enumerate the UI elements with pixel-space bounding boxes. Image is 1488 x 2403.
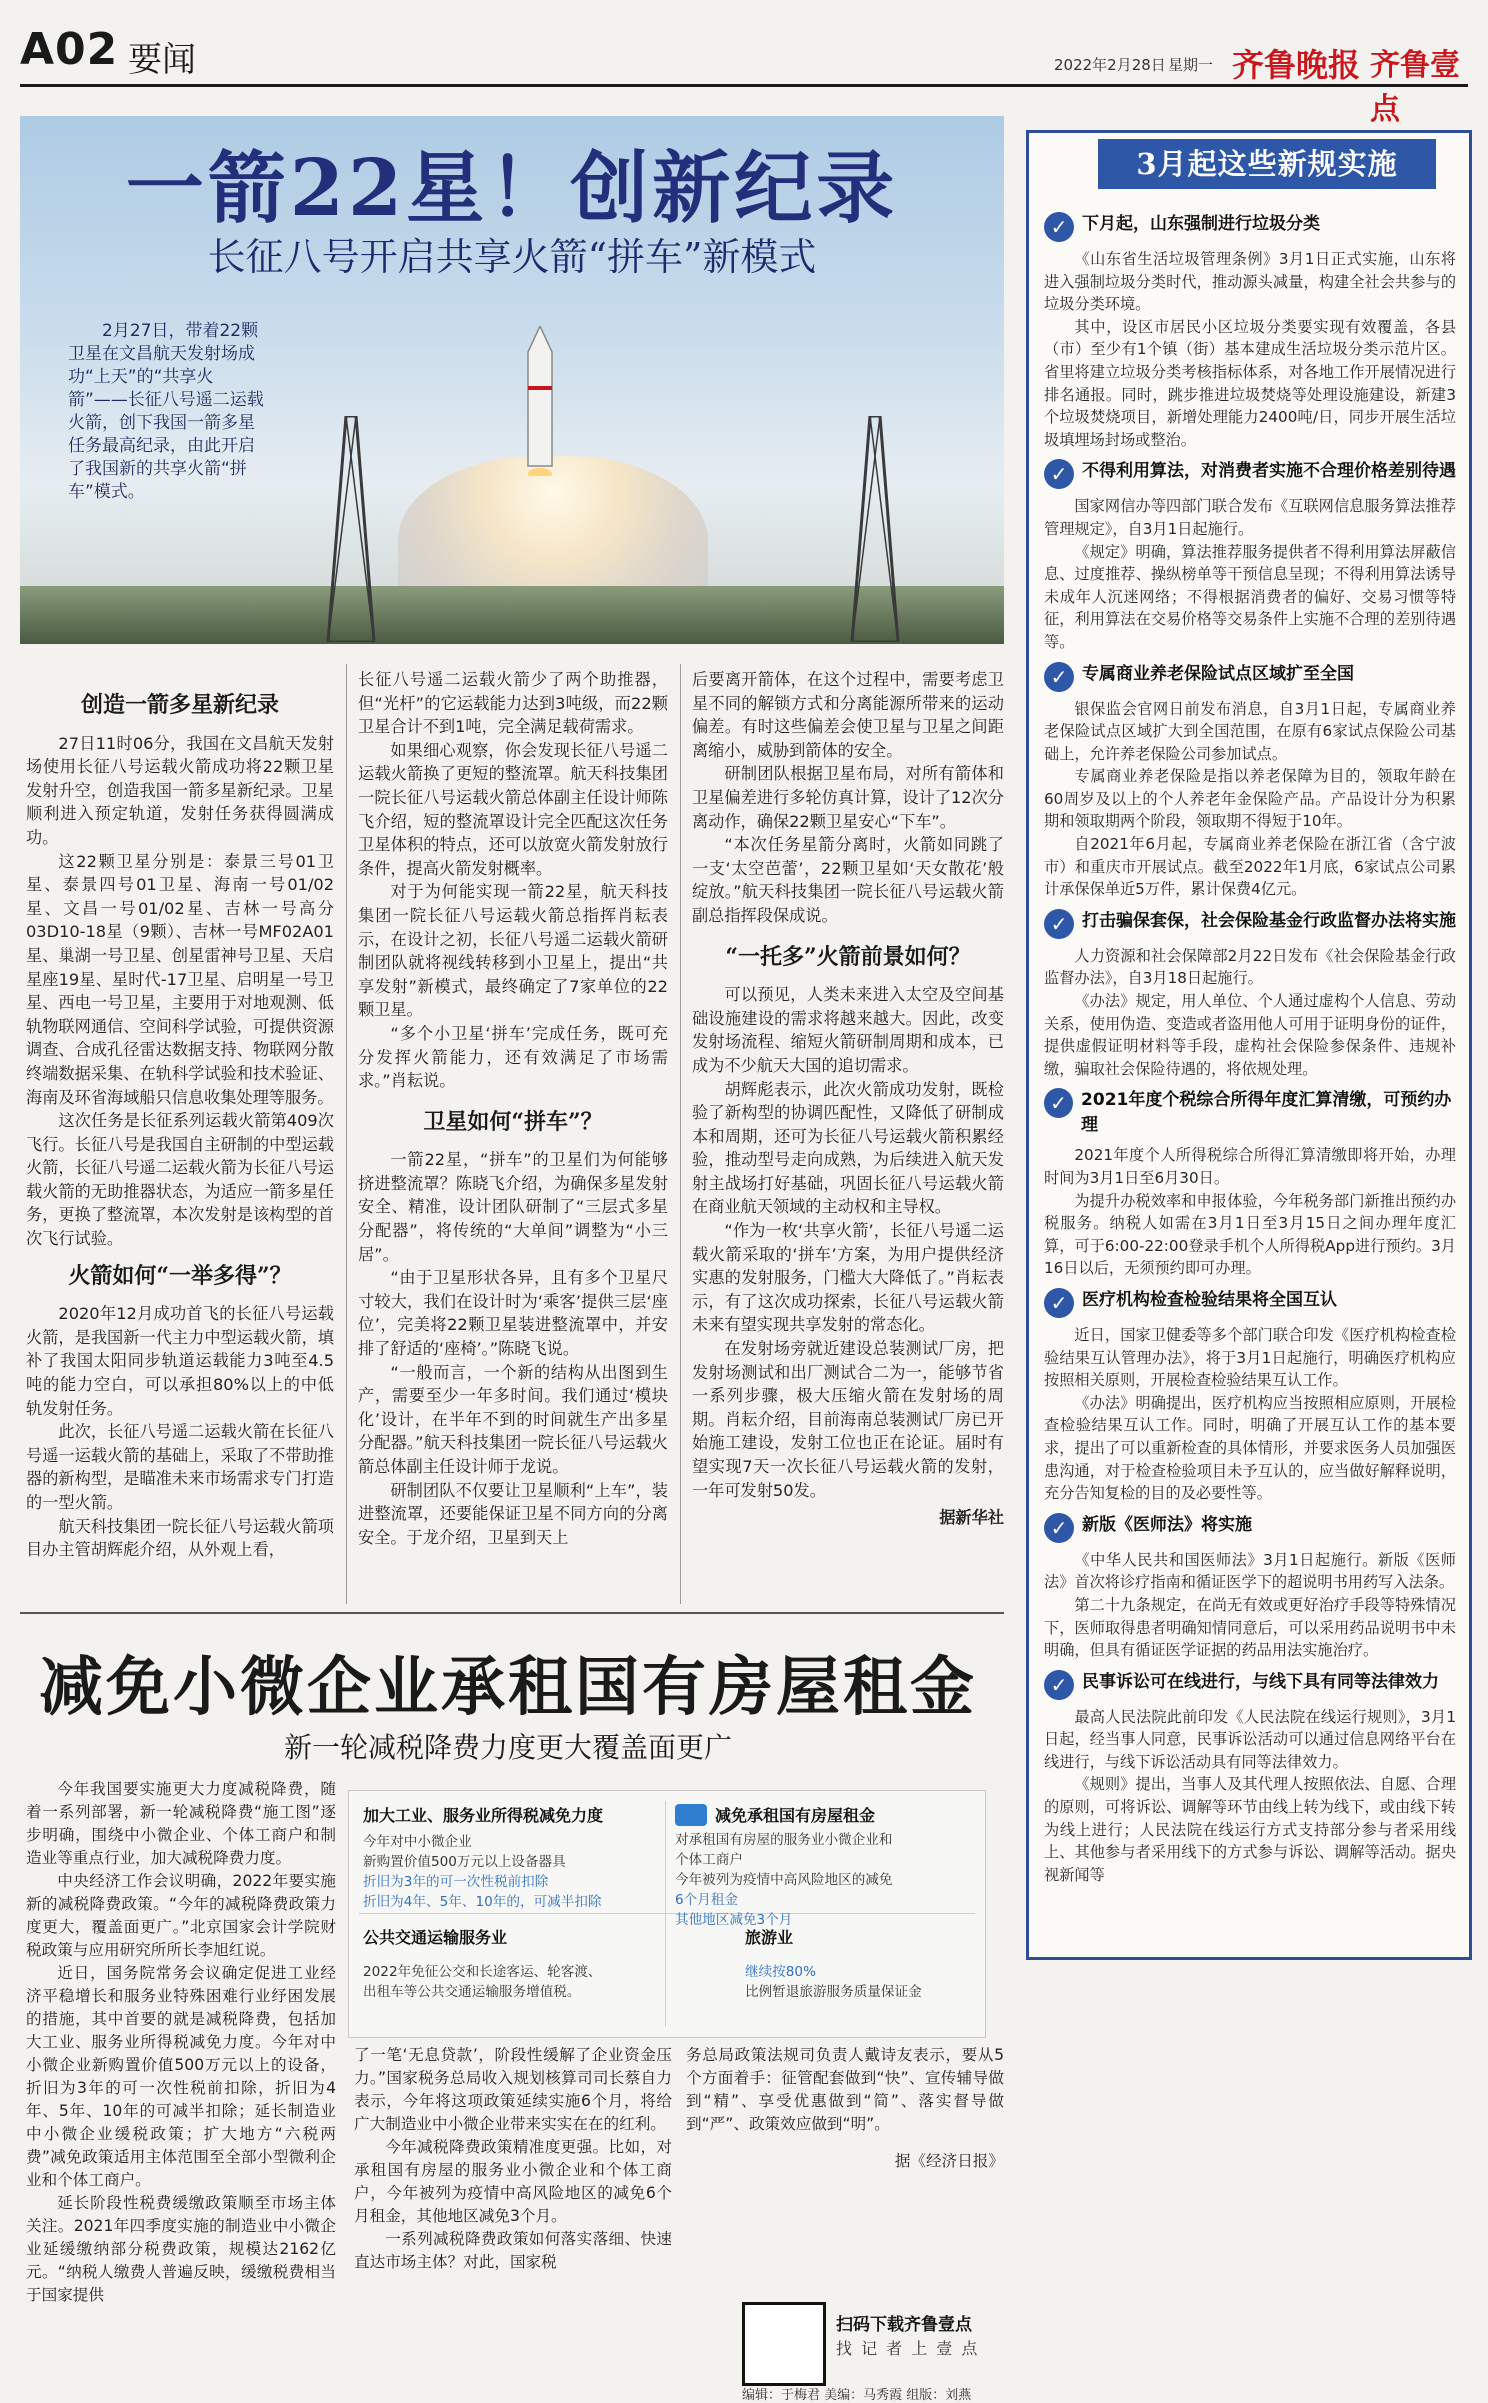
infobox-line: 出租车等公共交通运输服务增值税。 bbox=[363, 1984, 581, 2000]
infobox-line: 折旧为4年、5年、10年的，可减半扣除 bbox=[363, 1894, 602, 1910]
lightning-tower-left bbox=[316, 416, 386, 642]
story2-headline: 减免小微企业承租国有房屋租金 bbox=[39, 1650, 977, 1725]
qr-code[interactable] bbox=[742, 2302, 826, 2386]
paragraph: “作为一枚‘共享火箭’，长征八号遥二运载火箭采取的‘拼车’方案，为用户提供经济实惠的发射服务，门槛大大降低了。”肖耘表示，有了这次成功探索，长征八号运载火箭未来有望实现共享发射的常态化。 bbox=[692, 1221, 1004, 1335]
item-heading: 2021年度个税综合所得年度汇算清缴，可预约办理 bbox=[1081, 1090, 1452, 1136]
sidebar-item bbox=[1044, 459, 1456, 653]
infobox-line: 2022年免征公交和长途客运、轮客渡、 bbox=[363, 1964, 602, 1980]
paragraph: 研制团队根据卫星布局，对所有箭体和卫星偏差进行多轮仿真计算，设计了12次分离动作，确保22颗卫星安心“下车”。 bbox=[692, 764, 1004, 831]
qr-tagline: 找 记 者 上 壹 点 bbox=[836, 2339, 980, 2358]
paragraph: 27日11时06分，我国在文昌航天发射场使用长征八号运载火箭成功将22颗卫星发射升空，创造我国一箭多星新纪录。卫星顺利进入预定轨道，发射任务获得圆满成功。 bbox=[26, 733, 334, 847]
paragraph: 后要离开箭体，在这个过程中，需要考虑卫星不同的解锁方式和分离能源所带来的运动偏差。有时这些偏差会使卫星与卫星之间距离缩小，威胁到箭体的安全。 bbox=[692, 670, 1004, 760]
subheading: 火箭如何“一举多得”？ bbox=[68, 1262, 292, 1289]
paragraph: 一系列减税降费政策如何落实落细、快速直达市场主体？对此，国家税 bbox=[354, 2230, 672, 2271]
section-name: 要闻 bbox=[128, 40, 196, 80]
paragraph: 研制团队不仅要让卫星顺利“上车”，装进整流罩，还要能保证卫星不同方向的分离安全。于龙介绍，卫星到天上 bbox=[358, 1480, 668, 1547]
check-icon: ✓ bbox=[1044, 1670, 1074, 1700]
paragraph: 航天科技集团一院长征八号运载火箭项目办主管胡辉彪介绍，从外观上看， bbox=[26, 1516, 334, 1560]
paragraph: 对于为何能实现一箭22星，航天科技集团一院长征八号运载火箭总指挥肖耘表示，在设计之初，长征八号遥二运载火箭研制团队就将视线转移到小卫星上，提出“共享发射”新模式，最终确定了7家单位的22颗卫星。 bbox=[358, 882, 668, 1020]
sidebar-item bbox=[1044, 1513, 1456, 1662]
paragraph: 今年减税降费政策精准度更强。比如，对承租国有房屋的服务业小微企业和个体工商户，今年被列为疫情中高风险地区的减免6个月租金，其他地区减免3个月。 bbox=[354, 2138, 672, 2225]
item-paragraph: 《办法》明确提出，医疗机构应当按照相应原则，开展检查检验结果互认工作。同时，明确了开展互认工作的基本要求，提出了可以重新检查的具体情形，并要求医务人员加强医患沟通，对于检查检验项目未予互认的，应当做好解释说明，充分告知复检的目的及必要性等。 bbox=[1044, 1393, 1456, 1503]
paragraph: 中央经济工作会议明确，2022年要实施新的减税降费政策。“今年的减税降费政策力度更大，覆盖面更广。”北京国家会计学院财税政策与应用研究所所长李旭红说。 bbox=[26, 1872, 336, 1959]
infobox-line: 个体工商户 bbox=[675, 1852, 743, 1868]
story1-column-1 bbox=[26, 668, 334, 1562]
column-divider bbox=[680, 664, 681, 1604]
item-heading: 专属商业养老保险试点区域扩至全国 bbox=[1082, 663, 1354, 684]
item-paragraph: 自2021年6月起，专属商业养老保险在浙江省（含宁波市）和重庆市开展试点。截至2022年1月底，6家试点公司累计承保保单近5万件，累计保费4亿元。 bbox=[1044, 835, 1456, 899]
story2-subheadline: 新一轮减税降费力度更大覆盖面更广 bbox=[283, 1731, 732, 1764]
subheading: “一托多”火箭前景如何？ bbox=[725, 943, 971, 970]
qr-caption: 扫码下载齐鲁壹点 bbox=[836, 2315, 972, 2335]
check-icon: ✓ bbox=[1044, 662, 1074, 692]
infobox-line: 今年对中小微企业 bbox=[363, 1834, 472, 1850]
paragraph: 可以预见，人类未来进入太空及空间基础设施建设的需求将越来越大。因此，改变发射场流程、缩短火箭研制周期和成本，已成为不少航天大国的追切需求。 bbox=[692, 985, 1004, 1075]
infobox-cell bbox=[745, 1925, 971, 2002]
infobox-heading: 公共交通运输服务业 bbox=[363, 1928, 508, 1947]
item-heading: 不得利用算法，对消费者实施不合理价格差别待遇 bbox=[1082, 461, 1456, 482]
issue-weekday: 星期一 bbox=[1168, 56, 1214, 74]
item-paragraph: 为提升办税效率和申报体验，今年税务部门新推出预约办税服务。纳税人如需在3月1日至3月15日之间办理年度汇算，可于6:00-22:00登录手机个人所得税App进行预约。3月16日以后，无须预约即可办理。 bbox=[1044, 1191, 1456, 1278]
story-divider bbox=[20, 1612, 1004, 1614]
paragraph: 延长阶段性税费缓缴政策顺至市场主体关注。2021年四季度实施的制造业中小微企业延缓缴纳部分税费政策，规模达2162亿元。“纳税人缴费人普遍反映，缓缴税费相当于国家提供 bbox=[26, 2194, 336, 2304]
sidebar-item bbox=[1044, 1088, 1456, 1280]
infobox-heading: 旅游业 bbox=[745, 1928, 794, 1947]
item-paragraph: 《山东省生活垃圾管理条例》3月1日正式实施，山东将进入强制垃圾分类时代，推动源头减量，构建全社会共参与的垃圾分类环境。 bbox=[1044, 250, 1456, 314]
paragraph: 此次，长征八号遥二运载火箭在长征八号遥一运载火箭的基础上，采取了不带助推器的新构型，是瞄准未来市场需求专门打造的一型火箭。 bbox=[26, 1422, 334, 1512]
item-heading: 民事诉讼可在线进行，与线下具有同等法律效力 bbox=[1082, 1671, 1439, 1692]
photo-caption: 2月27日，带着22颗卫星在文昌航天发射场成功“上天”的“共享火箭”——长征八号遥二运载火箭，创下我国一箭多星任务最高纪录，由此开启了我国新的共享火箭“拼车”模式。 bbox=[68, 321, 264, 502]
sidebar-item bbox=[1044, 1288, 1456, 1505]
check-icon: ✓ bbox=[1044, 459, 1074, 489]
story-source: 据新华社 bbox=[939, 1508, 1004, 1528]
subheading: 创造一箭多星新纪录 bbox=[80, 692, 279, 718]
lightning-tower-right bbox=[840, 416, 910, 642]
infobox-cell bbox=[363, 1803, 659, 1912]
infobox-line: 新购置价值500万元以上设备器具 bbox=[363, 1854, 566, 1870]
infobox-line: 对承租国有房屋的服务业小微企业和 bbox=[675, 1832, 893, 1848]
item-paragraph: 《规定》明确，算法推荐服务提供者不得利用算法屏蔽信息、过度推荐、操纵榜单等干预信息呈现；不得利用算法诱导未成年人沉迷网络；不得根据消费者的偏好、交易习惯等特征，利用算法在交易价格等交易条件上实施不合理的差别待遇等。 bbox=[1044, 542, 1456, 651]
subheading: 卫星如何“拼车”？ bbox=[423, 1108, 603, 1135]
item-heading: 打击骗保套保，社会保险基金行政监督办法将实施 bbox=[1082, 910, 1456, 931]
item-paragraph: 最高人民法院此前印发《人民法院在线运行规则》，3月1日起，经当事人同意，民事诉讼活动可以通过信息网络平台在线进行，与线下诉讼活动具有同等法律效力。 bbox=[1044, 1707, 1456, 1771]
hero-headline: 一箭22星！创新纪录 bbox=[125, 143, 899, 234]
paragraph: 这22颗卫星分别是：泰景三号01卫星、泰景四号01卫星、海南一号01/02星、文昌一号01/02星、吉林一号高分03D10-18星（9颗）、吉林一号MF02A01星、巢湖一号卫星、创星雷神号卫星、天启星座19星、星时代-17卫星、启明星一号卫星、西电一号卫星，主要用于对地观测、低轨物联网通信、空间科学试验，可提供资源调查、合成孔径雷达数据支持、物联网分散终端数据采集、在轨科学试验和技术验证、海南及环省海域船只信息收集处理等服务。 bbox=[26, 851, 334, 1107]
sidebar-item bbox=[1044, 909, 1456, 1081]
header-rule bbox=[20, 84, 1468, 87]
check-icon: ✓ bbox=[1044, 1513, 1074, 1543]
item-heading: 医疗机构检查检验结果将全国互认 bbox=[1082, 1289, 1337, 1310]
policy-infographic bbox=[348, 1790, 986, 2038]
paragraph: 务总局政策法规司负责人戴诗友表示，要从5个方面着手：征管配套做到“快”、宣传辅导做到“精”、享受优惠做到“简”、落实督导做到“严”、政策效应做到“明”。 bbox=[686, 2046, 1004, 2133]
check-icon: ✓ bbox=[1044, 1088, 1073, 1118]
hero-photo bbox=[20, 116, 1004, 644]
paragraph: “一般而言，一个新的结构从出图到生产，需要至少一年多时间。我们通过‘模块化’设计，在半年不到的时间就生产出多星分配器。”航天科技集团一院长征八号运载火箭总体副主任设计师于龙说。 bbox=[358, 1362, 668, 1476]
story2-column-2 bbox=[354, 2044, 672, 2274]
story2-column-3 bbox=[686, 2044, 1004, 2173]
sidebar-item bbox=[1044, 212, 1456, 451]
infobox-heading: 加大工业、服务业所得税减免力度 bbox=[363, 1806, 604, 1825]
item-paragraph: 《中华人民共和国医师法》3月1日起施行。新版《医师法》首次将诊疗指南和循证医学下的超说明书用药写入法条。 bbox=[1044, 1550, 1456, 1592]
infobox-heading: 减免承租国有房屋租金 bbox=[715, 1806, 876, 1825]
story-source: 据《经济日报》 bbox=[894, 2152, 1004, 2170]
page-number: A02 bbox=[20, 24, 119, 75]
item-paragraph: 国家网信办等四部门联合发布《互联网信息服务算法推荐管理规定》，自3月1日起施行。 bbox=[1044, 497, 1456, 538]
check-icon: ✓ bbox=[1044, 1288, 1074, 1318]
item-paragraph: 近日，国家卫健委等多个部门联合印发《医疗机构检查检验结果互认管理办法》，将于3月1日起施行，明确医疗机构应按照相关原则，开展检查检验结果互认工作。 bbox=[1044, 1325, 1456, 1390]
item-heading: 新版《医师法》将实施 bbox=[1082, 1514, 1252, 1535]
infobox-cell bbox=[675, 1803, 975, 1930]
infobox-line: 6个月租金 bbox=[675, 1892, 739, 1908]
infobox-line: 其他地区减免3个月 bbox=[675, 1912, 793, 1928]
paragraph: 在发射场旁就近建设总装测试厂房，把发射场测试和出厂测试合二为一，能够节省一系列步骤，极大压缩火箭在发射场的周期。肖耘介绍，目前海南总装测试厂房已开始施工建设，发射工位也正在论证。届时有望实现7天一次长征八号运载火箭的发射，一年可发射50发。 bbox=[692, 1339, 1004, 1500]
paragraph: 了一笔‘无息贷款’，阶段性缓解了企业资金压力。”国家税务总局收入规划核算司司长蔡自力表示，今年将这项政策延续实施6个月，将给广大制造业中小微企业带来实实在在的红利。 bbox=[354, 2046, 672, 2133]
editor-credits: 编辑：于梅君 美编：马秀霞 组版：刘燕 bbox=[742, 2388, 972, 2403]
column-divider bbox=[346, 664, 347, 1604]
sidebar-item bbox=[1044, 1670, 1456, 1887]
sidebar-list bbox=[1044, 212, 1456, 1886]
page-header bbox=[0, 0, 1488, 127]
story1-column-3 bbox=[692, 668, 1004, 1530]
sidebar-title: 3月起这些新规实施 bbox=[1098, 139, 1436, 189]
issue-date: 2022年2月28日 bbox=[1054, 56, 1166, 74]
item-paragraph: 银保监会官网日前发布消息，自3月1日起，专属商业养老保险试点区域扩大到全国范围，在原有6家试点保险公司基础上，允许养老保险公司参加试点。 bbox=[1044, 699, 1456, 763]
item-paragraph: 《办法》规定，用人单位、个人通过虚构个人信息、劳动关系，使用伪造、变造或者盗用他人可用于证明身份的证件，提供虚假证明材料等手段，虚构社会保险参保条件、违规补缴，骗取社会保险待遇的，将依规处理。 bbox=[1044, 992, 1456, 1078]
item-paragraph: 《规则》提出，当事人及其代理人按照依法、自愿、合理的原则，可将诉讼、调解等环节由线上转为线下，或由线下转为线上进行；人民法院在线运行方式支持部分参与者采用线上、其他参与者采用线下的方式参与诉讼、调解等活动。据央视新闻等 bbox=[1044, 1775, 1456, 1884]
app-logo: 齐鲁壹点 bbox=[1370, 48, 1460, 127]
newspaper-logo: 齐鲁晚报 bbox=[1232, 46, 1361, 84]
paragraph: 胡辉彪表示，此次火箭成功发射，既检验了新构型的协调匹配性，又降低了研制成本和周期，还可为长征八号运载火箭积累经验，推动型号走向成熟，为后续进入航天发射主战场打好基础，巩固长征八号运载火箭在商业航天领域的主动权和主导权。 bbox=[692, 1079, 1004, 1217]
item-paragraph: 人力资源和社会保障部2月22日发布《社会保险基金行政监督办法》，自3月18日起施行。 bbox=[1044, 946, 1456, 988]
paragraph: 近日，国务院常务会议确定促进工业经济平稳增长和服务业特殊困难行业纾困发展的措施，其中首要的就是减税降费，包括加大工业、服务业所得税减免力度。今年对中小微企业新购置价值500万元以上的设备，折旧为3年的可一次性税前扣除，折旧为4年、5年、10年的可减半扣除；延长制造业中小微企业缓税政策；扩大地方“六税两费”减免政策适用主体范围至全部小型微利企业和个体工商户。 bbox=[26, 1964, 336, 2189]
paragraph: “多个小卫星‘拼车’完成任务，既可充分发挥火箭能力，还有效满足了市场需求。”肖耘说。 bbox=[358, 1023, 668, 1091]
check-icon: ✓ bbox=[1044, 212, 1074, 242]
paragraph: 长征八号遥二运载火箭少了两个助推器，但“光杆”的它运载能力达到3吨级，而22颗卫星合计不到1吨，完全满足载荷需求。 bbox=[358, 670, 668, 737]
infobox-line: 继续按80% bbox=[745, 1964, 816, 1980]
check-icon: ✓ bbox=[1044, 909, 1074, 939]
infobox-line: 比例暂退旅游服务质量保证金 bbox=[745, 1984, 922, 2000]
item-paragraph: 专属商业养老保险是指以养老保障为目的，领取年龄在60周岁及以上的个人养老年金保险产品。产品设计分为积累期和领取期两个阶段，领取期不得短于10年。 bbox=[1044, 767, 1456, 831]
paragraph: “本次任务星箭分离时，火箭如同跳了一支‘太空芭蕾’，22颗卫星如‘天女散花’般绽放。”航天科技集团一院长征八号运载火箭副总指挥段保成说。 bbox=[692, 835, 1004, 925]
paragraph: “由于卫星形状各异，且有多个卫星尺寸较大，我们在设计时为‘乘客’提供三层‘座位’，完美将22颗卫星装进整流罩中，并安排了舒适的‘座椅’。”陈晓飞说。 bbox=[358, 1268, 668, 1359]
item-paragraph: 2021年度个人所得税综合所得汇算清缴即将开始，办理时间为3月1日至6月30日。 bbox=[1044, 1146, 1456, 1187]
story2-column-1 bbox=[26, 1778, 336, 2307]
paragraph: 今年我国要实施更大力度减税降费，随着一系列部署，新一轮减税降费“施工图”逐步明确，围绕中小微企业、个体工商户和制造业等重点行业，加大减税降费力度。 bbox=[26, 1780, 336, 1867]
paragraph: 如果细心观察，你会发现长征八号遥二运载火箭换了更短的整流罩。航天科技集团一院长征八号运载火箭总体副主任设计师陈飞介绍，短的整流罩设计完全匹配这次任务卫星体积的特点，还可以放宽火箭发射放行条件，提高火箭发射概率。 bbox=[358, 740, 668, 878]
item-paragraph: 其中，设区市居民小区垃圾分类要实现有效覆盖，各县（市）至少有1个镇（街）基本建成生活垃圾分类示范片区。省里将建立垃圾分类考核指标体系，对各地工作开展情况进行排名通报。同时，跳步推进垃圾焚烧等处理设施建设，新建3个垃圾焚烧项目，新增处理能力2400吨/日，同步开展生活垃圾填埋场封场或整治。 bbox=[1044, 317, 1456, 449]
infobox-divider bbox=[665, 1801, 666, 2027]
paragraph: 2020年12月成功首飞的长征八号运载火箭，是我国新一代主力中型运载火箭，填补了我国太阳同步轨道运载能力3吨至4.5吨的能力空白，可以承担80%以上的中低轨发射任务。 bbox=[26, 1304, 334, 1418]
paragraph: 这次任务是长征系列运载火箭第409次飞行。长征八号是我国自主研制的中型运载火箭，长征八号遥二运载火箭为长征八号运载火箭的无助推器状态，为适应一箭多星任务，更换了整流罩，本次发射是该构型的首次飞行试验。 bbox=[26, 1111, 334, 1249]
infobox-cell bbox=[363, 1925, 659, 2002]
hero-subheadline: 长征八号开启共享火箭“拼车”新模式 bbox=[207, 235, 817, 279]
house-icon bbox=[675, 1804, 707, 1826]
paragraph: 一箭22星，“拼车”的卫星们为何能够挤进整流罩？陈晓飞介绍，为确保多星发射安全、精准，设计团队研制了“三层式多星分配器”，将传统的“大单间”调整为“小三居”。 bbox=[358, 1150, 668, 1264]
story1-column-2 bbox=[358, 668, 668, 1549]
sidebar-item bbox=[1044, 662, 1456, 901]
item-heading: 下月起，山东强制进行垃圾分类 bbox=[1082, 214, 1320, 234]
infobox-line: 今年被列为疫情中高风险地区的减免 bbox=[675, 1872, 893, 1888]
rocket bbox=[518, 326, 562, 476]
infobox-line: 折旧为3年的可一次性税前扣除 bbox=[363, 1874, 549, 1890]
item-paragraph: 第二十九条规定，在尚无有效或更好治疗手段等特殊情况下，医师取得患者明确知情同意后，可以采用药品说明书中未明确，但具有循证医学证据的药品用法实施治疗。 bbox=[1044, 1595, 1456, 1660]
